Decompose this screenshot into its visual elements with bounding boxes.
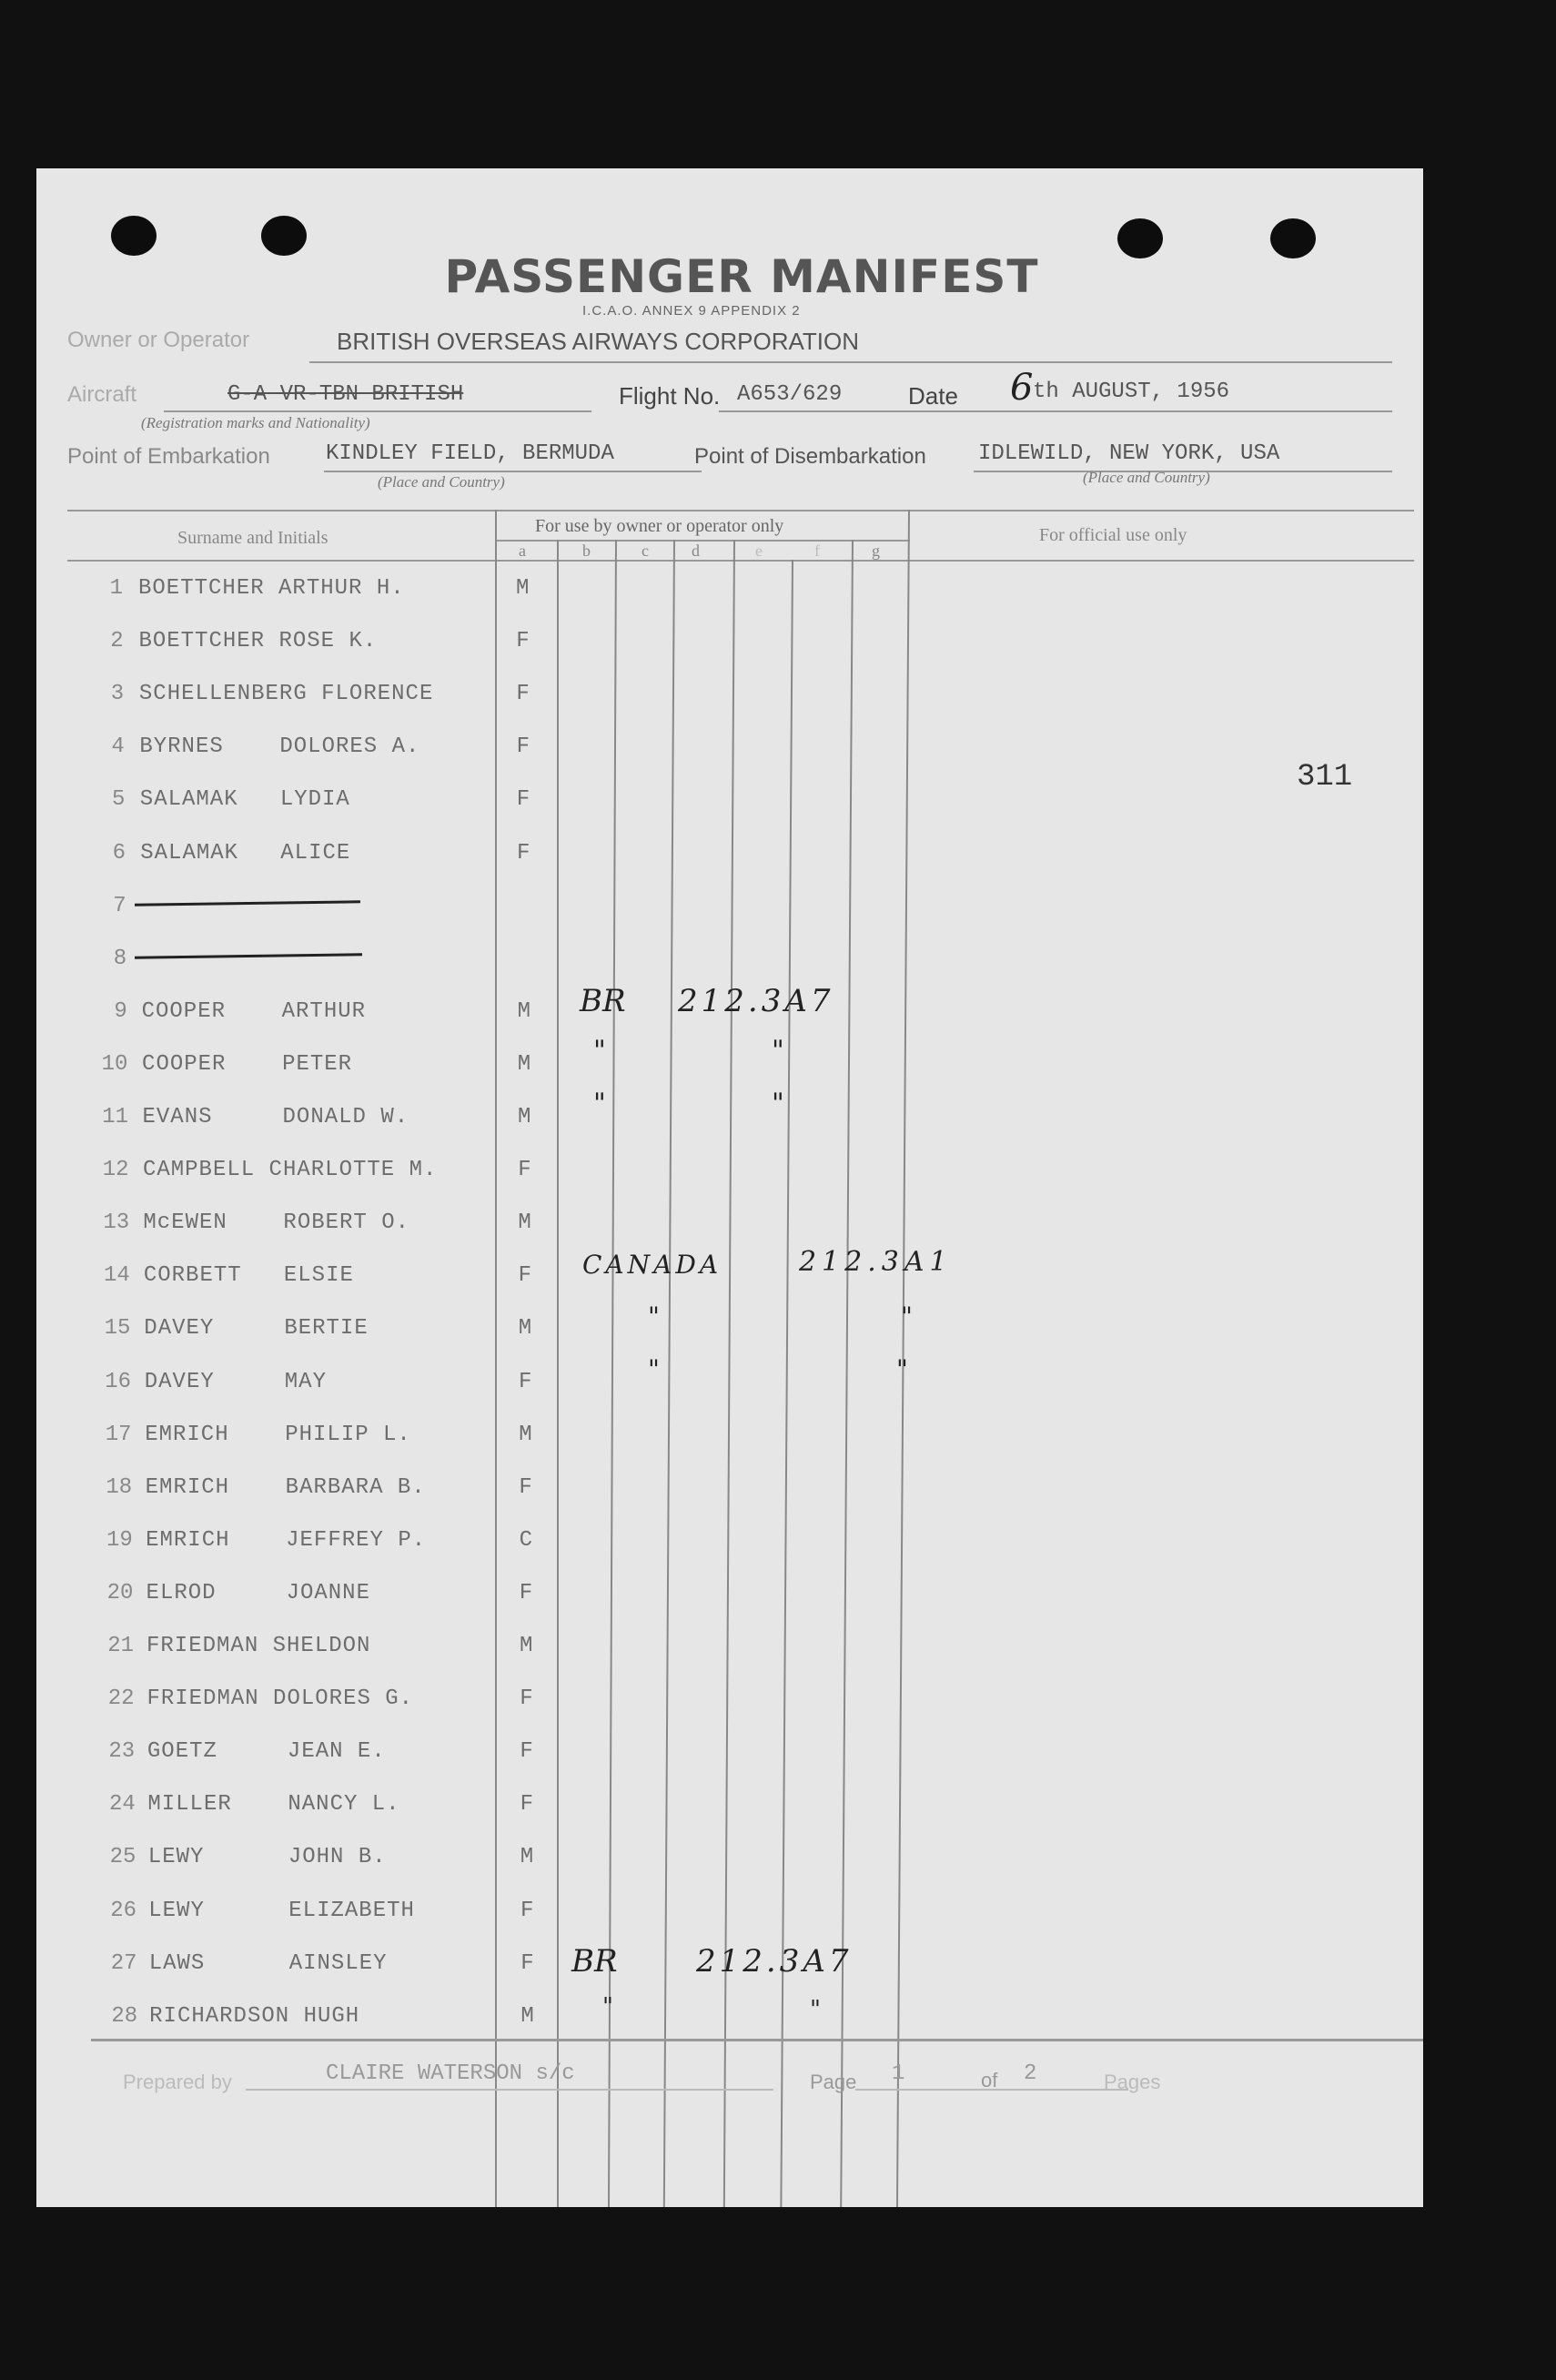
passenger-sex: M (519, 1422, 532, 1447)
of-label: of (981, 2069, 998, 2091)
passenger-sex: C (519, 1527, 532, 1553)
row-number: 6 (112, 840, 126, 866)
passenger-name: LAWS AINSLEY (148, 1950, 388, 1976)
r10-nationality: " (593, 1035, 606, 1067)
passenger-name: DAVEY MAY (144, 1369, 327, 1394)
passenger-sex: F (518, 1263, 531, 1289)
passenger-sex: M (520, 1845, 534, 1870)
date-label: Date (908, 382, 958, 410)
passenger-name: DAVEY BERTIE (144, 1316, 369, 1342)
date-value: th AUGUST, 1956 (1033, 380, 1230, 404)
row-number: 5 (111, 787, 126, 813)
manifest-sheet (36, 168, 1423, 2207)
aircraft-label: Aircraft (67, 382, 137, 407)
row-number: 13 (103, 1210, 130, 1236)
pages-label: Pages (1104, 2071, 1161, 2093)
row-number: 21 (107, 1634, 134, 1658)
row-number: 11 (102, 1105, 128, 1129)
passenger-sex: F (520, 1792, 533, 1818)
column-c-header: c (642, 542, 649, 560)
passenger-sex: F (518, 1158, 531, 1183)
row-number: 2 (110, 629, 124, 654)
passenger-sex: M (518, 1316, 532, 1342)
passenger-name: RICHARDSON HUGH (149, 2003, 360, 2029)
passenger-name: EVANS DONALD W. (142, 1105, 409, 1129)
row-number: 17 (105, 1422, 132, 1447)
official-number: 311 (1297, 760, 1353, 795)
passenger-name: ELROD JOANNE (146, 1580, 370, 1605)
disembarkation-label: Point of Disembarkation (694, 444, 926, 469)
embarkation-note: (Place and Country) (378, 473, 505, 491)
r15-nationality: " (648, 1301, 660, 1332)
r27-doc: 212.3A7 (696, 1943, 853, 1980)
passenger-sex: M (518, 1210, 531, 1236)
row-number: 16 (105, 1369, 131, 1394)
passenger-sex: M (518, 1105, 531, 1129)
passenger-name: BOETTCHER ROSE K. (138, 629, 378, 654)
r28-doc: " (810, 1996, 821, 2023)
passenger-name: GOETZ JEAN E. (147, 1739, 386, 1765)
passenger-sex: F (520, 1686, 533, 1712)
passenger-sex: F (520, 1950, 534, 1976)
date-handwritten: 6 (1010, 367, 1034, 409)
passenger-name: EMRICH JEFFREY P. (146, 1527, 427, 1553)
row-number: 14 (103, 1263, 130, 1289)
r11-nationality: " (593, 1088, 606, 1119)
r16-nationality: " (648, 1354, 660, 1384)
passenger-name: CORBETT ELSIE (143, 1263, 354, 1289)
column-a-header: a (519, 542, 526, 560)
passenger-name: SALAMAK ALICE (140, 840, 351, 866)
r9-nationality: BR (580, 983, 626, 1019)
official-column-header: For official use only (1039, 525, 1187, 545)
row-number: 9 (114, 998, 127, 1024)
embarkation-value: KINDLEY FIELD, BERMUDA (326, 441, 614, 466)
passenger-sex: F (520, 1739, 533, 1765)
flight-value: A653/629 (737, 382, 843, 407)
passenger-name: BYRNES DOLORES A. (139, 734, 420, 760)
r16-doc: " (896, 1354, 908, 1384)
row-8-strikeout (135, 953, 362, 958)
page-label: Page (810, 2071, 857, 2093)
passenger-name: EMRICH BARBARA B. (145, 1474, 426, 1500)
owner-label: Owner or Operator (67, 328, 250, 352)
row-number: 24 (108, 1792, 136, 1818)
passenger-name: COOPER PETER (142, 1051, 353, 1077)
flight-label: Flight No. (619, 382, 721, 410)
column-b-header: b (582, 542, 591, 560)
page-value: 1 (892, 2061, 905, 2086)
punch-hole (1270, 218, 1316, 258)
row-number: 28 (111, 2003, 138, 2029)
row-number: 1 (109, 576, 123, 601)
passenger-name: EMRICH PHILIP L. (145, 1422, 411, 1447)
disembarkation-value: IDLEWILD, NEW YORK, USA (978, 441, 1280, 466)
passenger-sex: F (519, 1580, 533, 1605)
punch-hole (261, 216, 307, 256)
passenger-name: FRIEDMAN DOLORES G. (147, 1686, 414, 1712)
r10-doc: " (772, 1035, 784, 1067)
row-number: 27 (110, 1950, 137, 1976)
row-number: 26 (110, 1898, 136, 1923)
passenger-sex: F (516, 682, 530, 707)
passenger-name: BOETTCHER ARTHUR H. (138, 576, 405, 601)
registration-note: (Registration marks and Nationality) (141, 414, 370, 431)
passenger-name: SALAMAK LYDIA (139, 787, 350, 813)
prepared-label: Prepared by (123, 2071, 232, 2093)
row-number: 18 (106, 1474, 133, 1500)
of-value: 2 (1024, 2061, 1037, 2086)
passenger-sex: M (516, 576, 530, 601)
r15-doc: " (901, 1301, 913, 1332)
passenger-sex: F (520, 1898, 534, 1923)
row-number: 12 (102, 1158, 129, 1183)
passenger-sex: M (520, 2003, 534, 2029)
passenger-sex: F (519, 1369, 532, 1394)
prepared-value: CLAIRE WATERSON s/c (326, 2061, 575, 2086)
row-7-strikeout (135, 900, 360, 906)
r14-nationality: CANADA (582, 1250, 722, 1280)
row-number: 8 (113, 946, 127, 971)
row-number: 23 (108, 1739, 136, 1765)
column-d-header: d (692, 542, 700, 560)
r28-nationality: " (602, 1993, 613, 2020)
column-f-header: f (814, 542, 820, 560)
operator-column-header: For use by owner or operator only (535, 516, 784, 536)
passenger-sex: M (517, 1051, 531, 1077)
embarkation-label: Point of Embarkation (67, 444, 270, 469)
r9-doc: 212.3A7 (678, 983, 834, 1019)
passenger-name: LEWY ELIZABETH (148, 1898, 415, 1923)
row-number: 7 (113, 893, 126, 918)
disembarkation-note: (Place and Country) (1083, 469, 1210, 486)
passenger-name: LEWY JOHN B. (147, 1845, 387, 1870)
column-g-header: g (872, 542, 880, 560)
owner-value: BRITISH OVERSEAS AIRWAYS CORPORATION (337, 328, 860, 355)
passenger-sex: M (517, 998, 530, 1024)
page-title: PASSENGER MANIFEST (444, 250, 1039, 303)
passenger-name: SCHELLENBERG FLORENCE (138, 682, 434, 707)
r14-doc: 212.3A1 (799, 1246, 953, 1278)
punch-hole (111, 216, 157, 256)
row-number: 15 (104, 1316, 131, 1342)
passenger-sex: F (517, 840, 530, 866)
passenger-name: McEWEN ROBERT O. (143, 1210, 410, 1236)
punch-hole (1117, 218, 1163, 258)
passenger-name: COOPER ARTHUR (141, 998, 367, 1024)
row-number: 4 (111, 734, 125, 760)
row-number: 10 (101, 1051, 128, 1077)
passenger-sex: F (516, 629, 530, 654)
passenger-sex: F (516, 734, 530, 760)
passenger-sex: F (516, 787, 530, 813)
row-number: 3 (110, 682, 125, 707)
passenger-name: CAMPBELL CHARLOTTE M. (142, 1158, 438, 1183)
row-number: 20 (106, 1580, 134, 1605)
column-e-header: e (755, 542, 763, 560)
row-number: 25 (109, 1845, 136, 1870)
name-column-header: Surname and Initials (177, 528, 328, 548)
row-number: 22 (107, 1686, 135, 1712)
r11-doc: " (772, 1088, 784, 1119)
aircraft-value: G-A VR-TBN BRITISH (227, 382, 464, 407)
r27-nationality: BR (571, 1943, 618, 1980)
passenger-name: FRIEDMAN SHELDON (147, 1634, 371, 1658)
row-number: 19 (106, 1527, 133, 1553)
passenger-sex: F (519, 1474, 532, 1500)
passenger-sex: M (520, 1634, 533, 1658)
annex-reference: I.C.A.O. ANNEX 9 APPENDIX 2 (582, 303, 801, 319)
passenger-name: MILLER NANCY L. (147, 1792, 400, 1818)
